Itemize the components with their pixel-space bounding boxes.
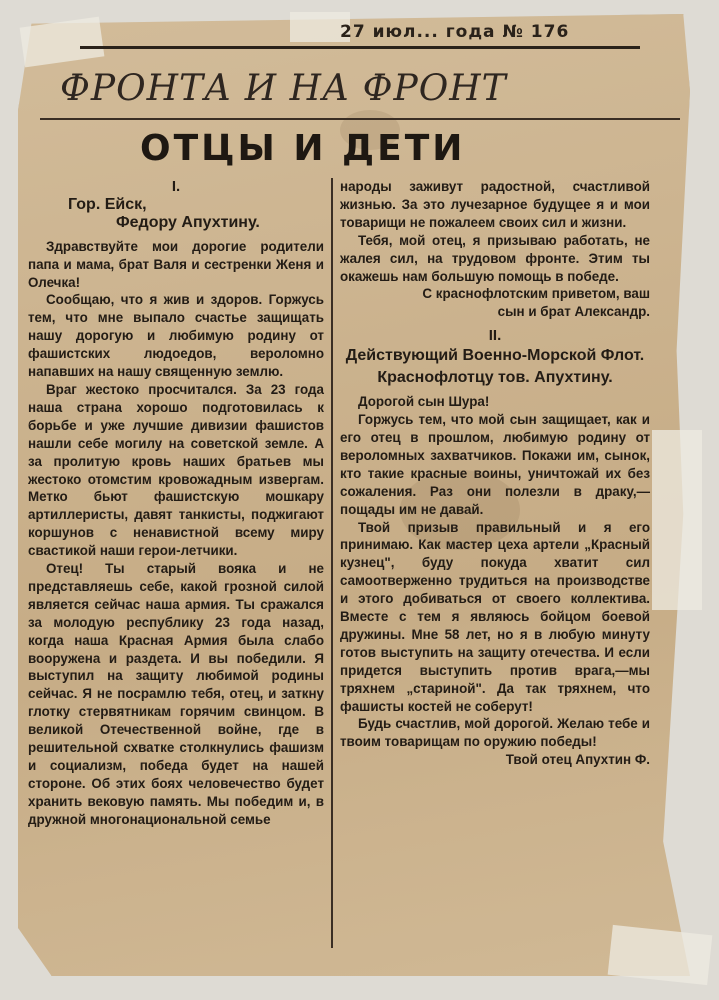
left-column bbox=[28, 178, 324, 829]
paragraph: Отец! Ты старый вояка и не представляешь себе, какой грозной силой является сейчас наша армия. Ты сражался за молодую республику 23 года назад, когда наша Красная Армия была слабо вооружена и раздета. И вы победили. Я выступил на защиту любимой родины сейчас. Я не посрамлю тебя, отец, и заткну глотку стервятникам горячим свинцом. В великой Отечественной войне, где в решительной схватке столкнулись фашизм и социализм, победа будет на нашей стороне. Об этих боях человечество будет хранить вековую память. Мы победим и, в дружной многонациональной семье bbox=[28, 561, 324, 827]
paragraph: народы заживут радостной, счастливой жизнью. За это лучезарное будущее я и мои товарищи не пожалеем своих сил и жизни. bbox=[340, 179, 650, 230]
header-rule bbox=[80, 46, 640, 49]
salutation: Дорогой сын Шура! bbox=[358, 394, 490, 410]
title-rule bbox=[40, 118, 680, 120]
paragraph: Горжусь тем, что мой сын защищает, как и его отец в прошлом, любимую родину от вероломных захватчиков. Покажи им, сынок, кто такие красные воины, уничтожай их без сожаления. Раз они полезли в драку,—пощады им не давай. bbox=[340, 412, 650, 517]
issue-header: 27 июл... года № 176 bbox=[340, 22, 570, 42]
tape-bottom-right bbox=[608, 925, 713, 985]
paragraph: Сообщаю, что я жив и здоров. Горжусь тем, что мне выпало счастье защищать нашу дорогую и любимую родину от фашистских людоедов, вероломно напавших на нашу священную землю. bbox=[28, 292, 324, 380]
paragraph: Тебя, мой отец, я призываю работать, не жалея сил, на трудовом фронте. Этим ты окажешь нам большую помощь в победе. bbox=[340, 232, 650, 284]
section-title: ФРОНТА И НА ФРОНТ bbox=[60, 68, 507, 109]
paragraph: Враг жестоко просчитался. За 23 года наша страна хорошо подготовилась к борьбе и уже лучшие дивизии фашистов нашли себе могилу на советской земле. А за пролитую кровь наших братьев мы жестоко отомстим кровожадным извергам. Метко бьют фашистскую мошкару артиллеристы, давят танкисты, поджигают коршунов с ненавистной всему миру свастикой наши герои-летчики. bbox=[28, 381, 324, 559]
right-column bbox=[340, 178, 650, 769]
signature: Твой отец Апухтин Ф. bbox=[505, 752, 650, 768]
letter-address-name: Федору Апухтину. bbox=[116, 213, 260, 231]
letter-numeral: I. bbox=[171, 178, 181, 195]
column-divider bbox=[331, 178, 333, 948]
letter-address-city: Гор. Ейск, bbox=[68, 195, 147, 213]
letter-closing: С краснофлотским приветом, ваш сын и брат Александр. bbox=[422, 286, 650, 320]
letter-address: Действующий Военно-Морской Флот. Краснофлотцу тов. Апухтину. bbox=[345, 347, 645, 387]
paragraph: Будь счастлив, мой дорогой. Желаю тебе и твоим товарищам по оружию победы! bbox=[340, 716, 650, 750]
tape-right bbox=[652, 430, 702, 610]
paragraph: Здравствуйте мои дорогие родители папа и мама, брат Валя и сестренки Женя и Олечка! bbox=[28, 238, 324, 290]
paragraph: Твой призыв правильный и я его принимаю. Как мастер цеха артели „Красный кузнец", буду покуда хватит сил самоотверженно трудиться на производстве и этого добиваться от своего коллектива. Вместе с тем я являюсь бойцом боевой дружины. Мне 58 лет, но я в любую минуту готов выступить на защиту отечества. И если придется выступить против врага,—мы тряхнем „стариной". Да так тряхнем, что фашисты костей не соберут! bbox=[340, 519, 650, 714]
headline: ОТЦЫ И ДЕТИ bbox=[140, 128, 466, 169]
letter-numeral: II. bbox=[488, 327, 502, 345]
